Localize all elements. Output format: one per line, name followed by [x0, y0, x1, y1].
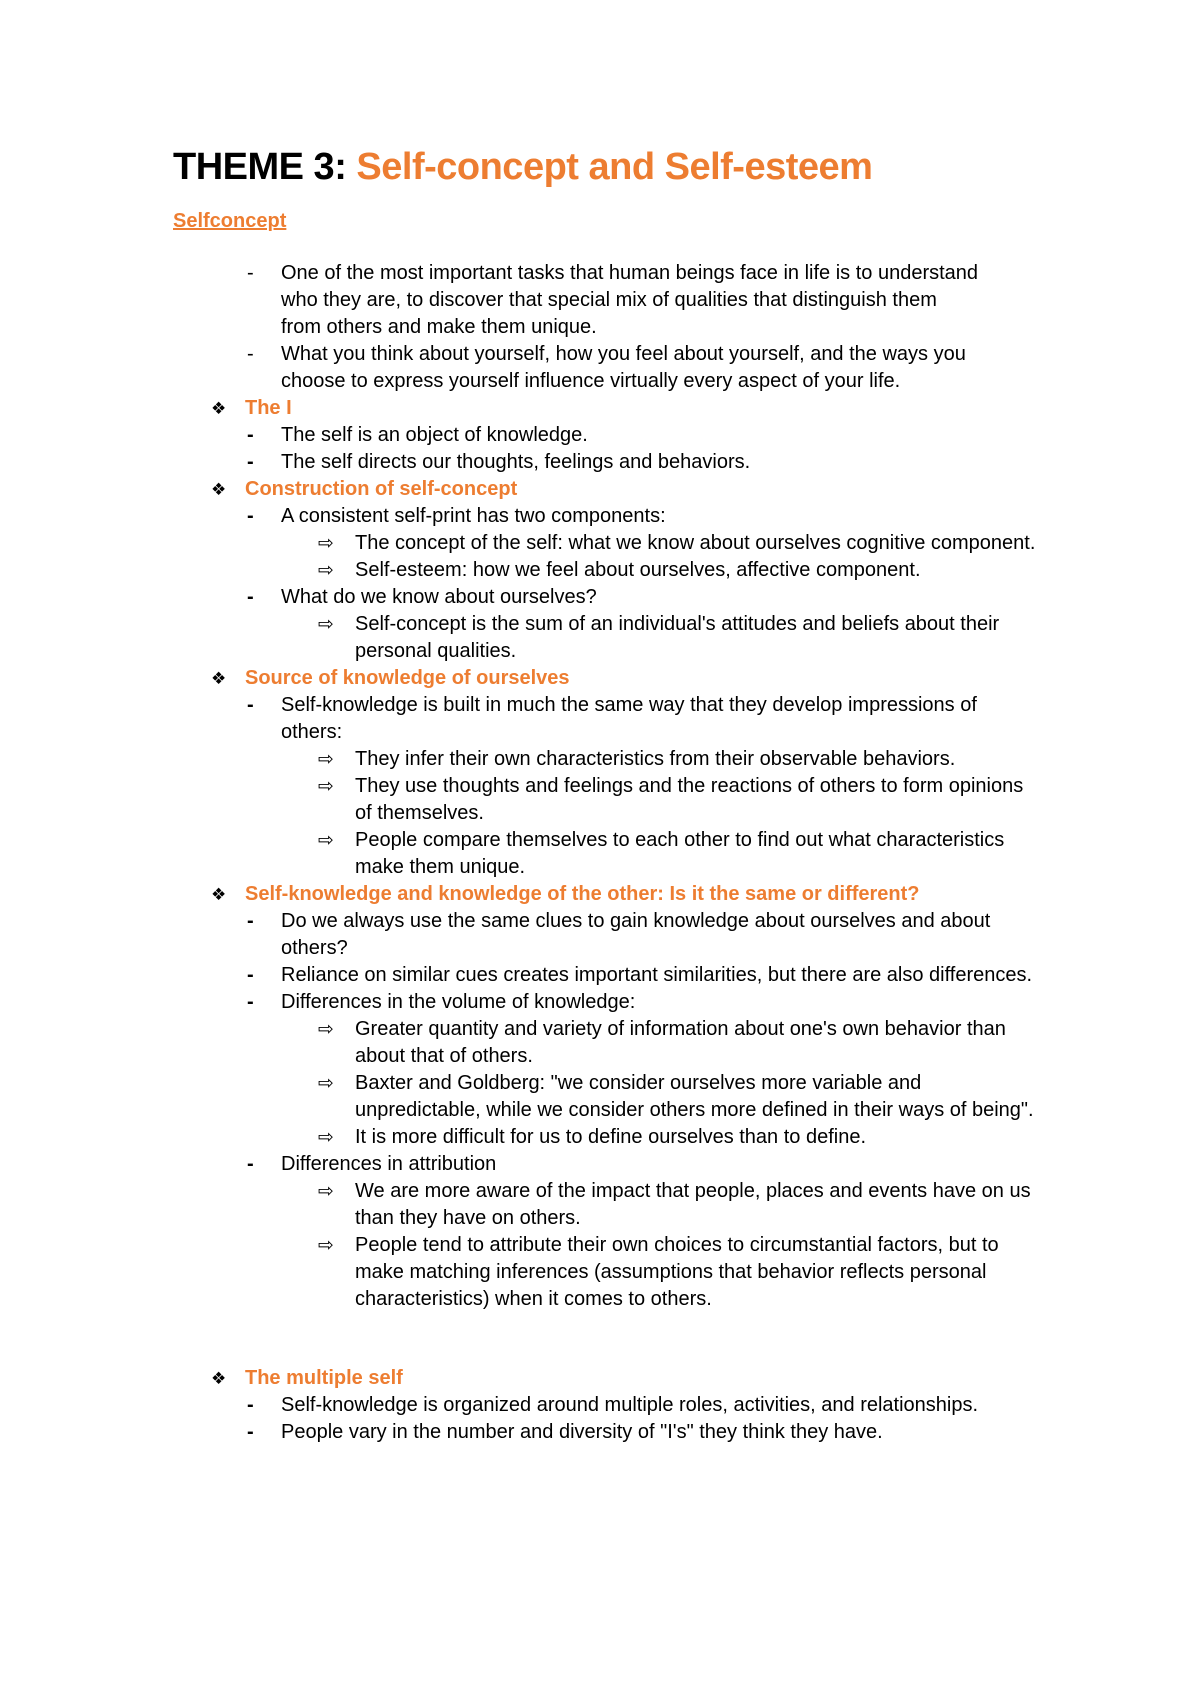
- list-item-line: others:: [281, 721, 343, 743]
- page-title: [173, 146, 872, 189]
- list-item-line: Differences in attribution: [281, 1153, 497, 1175]
- subsection-heading: The I: [245, 397, 292, 419]
- dash-bullet: -: [247, 1153, 254, 1175]
- subsection-heading: The multiple self: [245, 1367, 403, 1389]
- sub-list-item-line: than they have on others.: [355, 1207, 581, 1229]
- dash-bullet: -: [247, 694, 254, 716]
- sub-list-item-line: about that of others.: [355, 1045, 533, 1067]
- list-item-line: others?: [281, 937, 348, 959]
- sub-list-item-line: It is more difficult for us to define ourselves than to define.: [355, 1126, 867, 1148]
- list-item-line: Differences in the volume of knowledge:: [281, 991, 636, 1013]
- arrow-bullet-icon: ⇨: [318, 830, 334, 851]
- intro-paragraph-line: who they are, to discover that special mix of qualities that distinguish them: [281, 289, 937, 311]
- sub-list-item-line: People compare themselves to each other to find out what characteristics: [355, 829, 1005, 851]
- arrow-bullet-icon: ⇨: [318, 533, 334, 554]
- dash-bullet: -: [247, 262, 254, 284]
- title-accent: Self-concept and Self-esteem: [356, 146, 873, 188]
- arrow-bullet-icon: ⇨: [318, 1235, 334, 1256]
- list-item-line: A consistent self-print has two components:: [281, 505, 666, 527]
- dash-bullet: -: [247, 424, 254, 446]
- dash-bullet: -: [247, 343, 254, 365]
- list-item-line: People vary in the number and diversity of "I's" they think they have.: [281, 1421, 883, 1443]
- sub-list-item-line: People tend to attribute their own choices to circumstantial factors, but to: [355, 1234, 999, 1256]
- sub-list-item-line: Self-concept is the sum of an individual's attitudes and beliefs about their: [355, 613, 1000, 635]
- diamond-bullet-icon: ❖: [211, 885, 227, 904]
- intro-paragraph-line: One of the most important tasks that human beings face in life is to understand: [281, 262, 979, 284]
- arrow-bullet-icon: ⇨: [318, 776, 334, 797]
- diamond-bullet-icon: ❖: [211, 399, 227, 418]
- arrow-bullet-icon: ⇨: [318, 614, 334, 635]
- dash-bullet: -: [247, 1421, 254, 1443]
- intro-paragraph-line: choose to express yourself influence virtually every aspect of your life.: [281, 370, 901, 392]
- dash-bullet: -: [247, 964, 254, 986]
- arrow-bullet-icon: ⇨: [318, 749, 334, 770]
- dash-bullet: -: [247, 505, 254, 527]
- sub-list-item-line: Self-esteem: how we feel about ourselves, affective component.: [355, 559, 921, 581]
- intro-paragraph-line: from others and make them unique.: [281, 316, 597, 338]
- sub-list-item-line: They infer their own characteristics from their observable behaviors.: [355, 748, 956, 770]
- diamond-bullet-icon: ❖: [211, 1369, 227, 1388]
- arrow-bullet-icon: ⇨: [318, 1019, 334, 1040]
- sub-list-item-line: personal qualities.: [355, 640, 517, 662]
- list-item-line: The self is an object of knowledge.: [281, 424, 588, 446]
- diamond-bullet-icon: ❖: [211, 669, 227, 688]
- dash-bullet: -: [247, 910, 254, 932]
- list-item-line: Self-knowledge is organized around multiple roles, activities, and relationships.: [281, 1394, 979, 1416]
- list-item-line: Do we always use the same clues to gain knowledge about ourselves and about: [281, 910, 991, 932]
- arrow-bullet-icon: ⇨: [318, 1181, 334, 1202]
- dash-bullet: -: [247, 586, 254, 608]
- list-item-line: The self directs our thoughts, feelings and behaviors.: [281, 451, 751, 473]
- sub-list-item-line: make them unique.: [355, 856, 526, 878]
- dash-bullet: -: [247, 1394, 254, 1416]
- subsection-heading: Self-knowledge and knowledge of the other: Is it the same or different?: [245, 883, 920, 905]
- arrow-bullet-icon: ⇨: [318, 1073, 334, 1094]
- arrow-bullet-icon: ⇨: [318, 1127, 334, 1148]
- subsection-heading: Source of knowledge of ourselves: [245, 667, 570, 689]
- sub-list-item-line: We are more aware of the impact that people, places and events have on us: [355, 1180, 1031, 1202]
- sub-list-item-line: of themselves.: [355, 802, 484, 824]
- list-item-line: Reliance on similar cues creates important similarities, but there are also differences.: [281, 964, 1033, 986]
- sub-list-item-line: characteristics) when it comes to others.: [355, 1288, 712, 1310]
- list-item-line: Self-knowledge is built in much the same way that they develop impressions of: [281, 694, 977, 716]
- list-item-line: What do we know about ourselves?: [281, 586, 597, 608]
- dash-bullet: -: [247, 451, 254, 473]
- title-prefix: THEME 3:: [173, 146, 357, 188]
- sub-list-item-line: unpredictable, while we consider others more defined in their ways of being".: [355, 1099, 1034, 1121]
- sub-list-item-line: Greater quantity and variety of information about one's own behavior than: [355, 1018, 1006, 1040]
- sub-list-item-line: Baxter and Goldberg: "we consider ourselves more variable and: [355, 1072, 922, 1094]
- sub-list-item-line: make matching inferences (assumptions that behavior reflects personal: [355, 1261, 987, 1283]
- arrow-bullet-icon: ⇨: [318, 560, 334, 581]
- section-heading: Selfconcept: [173, 210, 287, 232]
- subsection-heading: Construction of self-concept: [245, 478, 518, 500]
- sub-list-item-line: They use thoughts and feelings and the reactions of others to form opinions: [355, 775, 1024, 797]
- intro-paragraph-line: What you think about yourself, how you feel about yourself, and the ways you: [281, 343, 966, 365]
- diamond-bullet-icon: ❖: [211, 480, 227, 499]
- dash-bullet: -: [247, 991, 254, 1013]
- sub-list-item-line: The concept of the self: what we know about ourselves cognitive component.: [355, 532, 1036, 554]
